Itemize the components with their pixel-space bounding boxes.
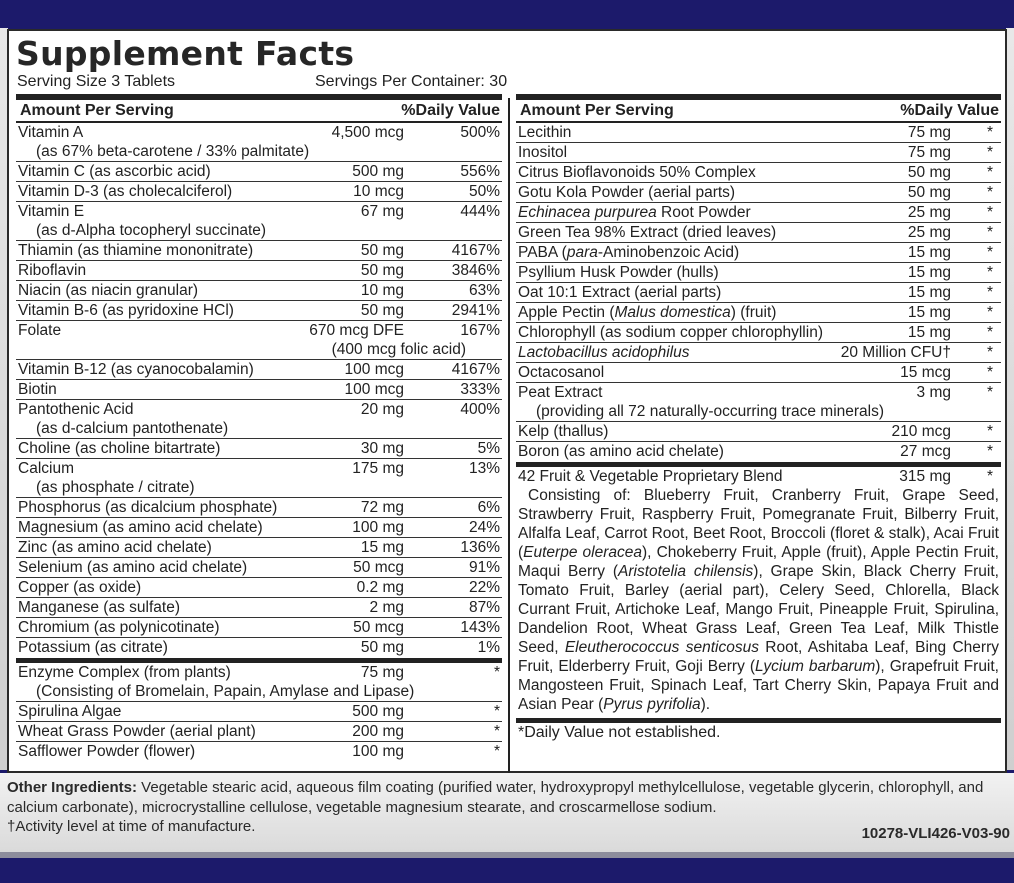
ingredient-name: Manganese (as sulfate) <box>18 599 180 616</box>
ingredient-source: (as 67% beta-carotene / 33% palmitate) <box>36 143 310 160</box>
blend-dv: * <box>986 468 993 485</box>
amount: 200 mg <box>352 723 404 740</box>
other-ingredients-area <box>0 773 1014 855</box>
amount: 50 mcg <box>353 619 404 636</box>
daily-value: * <box>986 144 993 161</box>
nutrient-list <box>16 123 502 657</box>
amount: 20 mg <box>360 401 404 418</box>
daily-value: 5% <box>477 440 500 457</box>
blend-name: 42 Fruit & Vegetable Proprietary Blend <box>518 468 783 485</box>
amount: 15 mg <box>907 264 951 281</box>
daily-value: * <box>986 344 993 361</box>
amount: 50 mg <box>907 184 951 201</box>
table-row <box>16 400 502 439</box>
amount: 3 mg <box>916 384 951 401</box>
amount: 100 mcg <box>344 381 404 398</box>
daily-value: * <box>986 443 993 460</box>
amount: 175 mg <box>352 460 404 477</box>
right-column <box>516 94 1001 743</box>
table-row <box>16 123 502 162</box>
daily-value: 1% <box>477 639 500 656</box>
amount: 75 mg <box>360 664 404 681</box>
table-row <box>16 722 502 742</box>
ingredient-name: Gotu Kola Powder (aerial parts) <box>518 184 736 201</box>
ingredient-name: Apple Pectin (Malus domestica) (fruit) <box>518 304 777 321</box>
daily-value: * <box>986 164 993 181</box>
blend-row <box>516 467 1001 486</box>
ingredient-name: Biotin <box>18 381 57 398</box>
ingredient-name: Phosphorus (as dicalcium phosphate) <box>18 499 278 516</box>
table-row <box>16 360 502 380</box>
table-row <box>16 598 502 618</box>
table-row <box>16 742 502 761</box>
amount: 670 mcg DFE <box>309 322 404 339</box>
table-row <box>16 578 502 598</box>
daily-value: * <box>986 364 993 381</box>
amount: 50 mg <box>907 164 951 181</box>
amount: 15 mg <box>907 284 951 301</box>
table-row <box>516 223 1001 243</box>
amount: 30 mg <box>360 440 404 457</box>
daily-value: 500% <box>460 124 500 141</box>
daily-value: 136% <box>460 539 500 556</box>
table-row <box>516 243 1001 263</box>
table-row <box>16 558 502 578</box>
panel-title: Supplement Facts <box>16 34 355 73</box>
other-ingredients-label: Other Ingredients: <box>7 779 138 796</box>
daily-value: * <box>986 244 993 261</box>
table-row <box>16 638 502 657</box>
amount: 75 mg <box>907 124 951 141</box>
ingredient-name: Psyllium Husk Powder (hulls) <box>518 264 719 281</box>
amount: 100 mcg <box>344 361 404 378</box>
daily-value: 333% <box>460 381 500 398</box>
table-row <box>16 202 502 241</box>
table-row <box>16 241 502 261</box>
daily-value: * <box>493 664 500 681</box>
table-row <box>516 442 1001 461</box>
amount: 15 mg <box>907 324 951 341</box>
daily-value: * <box>986 324 993 341</box>
ingredient-name: Echinacea purpurea Root Powder <box>518 204 751 221</box>
amount: 50 mg <box>360 262 404 279</box>
daily-value: 4167% <box>451 361 500 378</box>
ingredient-name: Vitamin C (as ascorbic acid) <box>18 163 211 180</box>
daily-value: 167% <box>460 322 500 339</box>
amount: 50 mg <box>360 639 404 656</box>
ingredient-source: (Consisting of Bromelain, Papain, Amylase and Lipase) <box>36 683 415 700</box>
ingredient-name: Vitamin B-6 (as pyridoxine HCl) <box>18 302 234 319</box>
table-row <box>16 281 502 301</box>
table-row <box>516 383 1001 422</box>
ingredient-name: Chlorophyll (as sodium copper chlorophyllin) <box>518 324 823 341</box>
amount: 15 mg <box>907 244 951 261</box>
table-row <box>516 363 1001 383</box>
daily-value: 13% <box>468 460 500 477</box>
amount: 25 mg <box>907 204 951 221</box>
amount: 67 mg <box>360 203 404 220</box>
table-row <box>516 203 1001 223</box>
daily-value-footnote: *Daily Value not established. <box>518 724 721 741</box>
daily-value: * <box>986 284 993 301</box>
ingredient-name: Kelp (thallus) <box>518 423 609 440</box>
amount-header: Amount Per Serving <box>20 102 174 119</box>
left-column <box>16 94 502 761</box>
daily-value: * <box>493 703 500 720</box>
ingredient-name: Selenium (as amino acid chelate) <box>18 559 248 576</box>
ingredient-name: Magnesium (as amino acid chelate) <box>18 519 263 536</box>
amount: 100 mg <box>352 743 404 760</box>
table-row <box>516 183 1001 203</box>
ingredient-name: Lactobacillus acidophilus <box>518 344 690 361</box>
column-header <box>16 100 502 123</box>
daily-value: 556% <box>460 163 500 180</box>
ingredient-name: Safflower Powder (flower) <box>18 743 196 760</box>
amount: 2 mg <box>369 599 404 616</box>
amount: 50 mg <box>360 302 404 319</box>
column-header <box>516 100 1001 123</box>
table-row <box>16 702 502 722</box>
amount: 210 mcg <box>891 423 951 440</box>
ingredient-name: Enzyme Complex (from plants) <box>18 664 231 681</box>
daily-value: 22% <box>468 579 500 596</box>
top-frame-band <box>0 0 1014 28</box>
amount: 20 Million CFU† <box>840 344 951 361</box>
amount-header: Amount Per Serving <box>520 102 674 119</box>
ingredient-source: (as d-Alpha tocopheryl succinate) <box>36 222 267 239</box>
ingredient-source: (as d-calcium pantothenate) <box>36 420 229 437</box>
right-frame-edge <box>1006 28 1014 770</box>
other-ingredients <box>7 778 1007 818</box>
ingredient-name: Choline (as choline bitartrate) <box>18 440 221 457</box>
ingredient-name: Vitamin E <box>18 203 85 220</box>
table-row <box>16 321 502 360</box>
amount: 4,500 mcg <box>331 124 404 141</box>
bottom-frame-band <box>0 858 1014 883</box>
serving-size: Serving Size 3 Tablets <box>17 73 176 90</box>
ingredient-name: Pantothenic Acid <box>18 401 134 418</box>
ingredient-list <box>516 123 1001 461</box>
ingredient-source: (providing all 72 naturally-occurring trace minerals) <box>536 403 885 420</box>
table-row <box>16 459 502 498</box>
ingredient-name: Niacin (as niacin granular) <box>18 282 199 299</box>
daily-value: * <box>986 224 993 241</box>
ingredient-name: Green Tea 98% Extract (dried leaves) <box>518 224 777 241</box>
daily-value: * <box>986 384 993 401</box>
daily-value: * <box>986 423 993 440</box>
daily-value: * <box>986 204 993 221</box>
column-divider <box>508 98 510 773</box>
amount: 27 mcg <box>900 443 951 460</box>
other-ingredients-text: Vegetable stearic acid, aqueous film coating (purified water, hydroxypropyl methylcellulose, vegetable glycerin, chlorophyll, and calcium carbonate), microcrystalline cellulose, vegetable magnesium stearate, and croscarmellose sodium. <box>7 779 984 816</box>
daily-value: 4167% <box>451 242 500 259</box>
table-row <box>516 343 1001 363</box>
table-row <box>16 301 502 321</box>
daily-value: * <box>493 743 500 760</box>
daily-value: 87% <box>468 599 500 616</box>
table-row <box>516 303 1001 323</box>
ingredient-source: (as phosphate / citrate) <box>36 479 195 496</box>
blend-amount: 315 mg <box>899 468 951 485</box>
ingredient-name: Zinc (as amino acid chelate) <box>18 539 212 556</box>
daily-value: 444% <box>460 203 500 220</box>
ingredient-name: Copper (as oxide) <box>18 579 142 596</box>
ingredient-name: Riboflavin <box>18 262 87 279</box>
other-nutrient-list <box>16 663 502 761</box>
daily-value: * <box>986 264 993 281</box>
daily-value: 2941% <box>451 302 500 319</box>
activity-note: †Activity level at time of manufacture. <box>7 818 256 835</box>
daily-value: * <box>493 723 500 740</box>
ingredient-name: Oat 10:1 Extract (aerial parts) <box>518 284 722 301</box>
daily-value: 3846% <box>451 262 500 279</box>
table-row <box>16 380 502 400</box>
table-row <box>16 182 502 202</box>
table-row <box>516 123 1001 143</box>
servings-per-container: Servings Per Container: 30 <box>315 73 508 90</box>
supplement-facts-panel <box>7 29 1007 773</box>
amount: 10 mg <box>360 282 404 299</box>
table-row <box>16 498 502 518</box>
table-row <box>516 323 1001 343</box>
daily-value: 63% <box>468 282 500 299</box>
amount: 50 mcg <box>353 559 404 576</box>
daily-value: * <box>986 124 993 141</box>
table-row <box>516 143 1001 163</box>
amount: 500 mg <box>352 703 404 720</box>
amount: 15 mcg <box>900 364 951 381</box>
amount: 100 mg <box>352 519 404 536</box>
amount: 15 mg <box>360 539 404 556</box>
amount: 500 mg <box>352 163 404 180</box>
daily-value: 143% <box>460 619 500 636</box>
table-row <box>516 263 1001 283</box>
amount: 0.2 mg <box>356 579 404 596</box>
ingredient-name: Vitamin A <box>18 124 84 141</box>
daily-value: 24% <box>468 519 500 536</box>
amount-detail: (400 mcg folic acid) <box>331 341 466 358</box>
ingredient-name: Vitamin D-3 (as cholecalciferol) <box>18 183 233 200</box>
dv-header: %Daily Value <box>900 102 999 119</box>
ingredient-name: Wheat Grass Powder (aerial plant) <box>18 723 256 740</box>
amount: 15 mg <box>907 304 951 321</box>
amount: 50 mg <box>360 242 404 259</box>
amount: 25 mg <box>907 224 951 241</box>
ingredient-name: Calcium <box>18 460 74 477</box>
table-row <box>16 618 502 638</box>
table-row <box>16 439 502 459</box>
amount: 10 mcg <box>353 183 404 200</box>
daily-value: * <box>986 304 993 321</box>
ingredient-name: Octacosanol <box>518 364 605 381</box>
daily-value: 6% <box>477 499 500 516</box>
ingredient-name: Lecithin <box>518 124 572 141</box>
ingredient-name: Citrus Bioflavonoids 50% Complex <box>518 164 756 181</box>
ingredient-name: Potassium (as citrate) <box>18 639 168 656</box>
daily-value: * <box>986 184 993 201</box>
ingredient-name: Peat Extract <box>518 384 603 401</box>
ingredient-name: Folate <box>18 322 62 339</box>
table-row <box>516 422 1001 442</box>
ingredient-name: Spirulina Algae <box>18 703 122 720</box>
product-code: 10278-VLI426-V03-90 <box>861 825 1010 842</box>
dv-header: %Daily Value <box>401 102 500 119</box>
table-row <box>16 518 502 538</box>
ingredient-name: Boron (as amino acid chelate) <box>518 443 724 460</box>
ingredient-name: Vitamin B-12 (as cyanocobalamin) <box>18 361 254 378</box>
ingredient-name: Thiamin (as thiamine mononitrate) <box>18 242 254 259</box>
amount: 72 mg <box>360 499 404 516</box>
ingredient-name: Inositol <box>518 144 568 161</box>
daily-value: 91% <box>468 559 500 576</box>
table-row <box>16 663 502 702</box>
table-row <box>516 283 1001 303</box>
table-row <box>516 163 1001 183</box>
table-row <box>16 162 502 182</box>
daily-value: 50% <box>468 183 500 200</box>
amount: 75 mg <box>907 144 951 161</box>
ingredient-name: Chromium (as polynicotinate) <box>18 619 220 636</box>
blend-ingredients: Consisting of: Blueberry Fruit, Cranberry Fruit, Grape Seed, Strawberry Fruit, Raspberry Fruit, Pomegranate Fruit, Bilberry Fruit, Alfalfa Leaf, Carrot Root, Beet Root, Broccoli (floret & stalk), Acai Fruit (Euterpe oleracea), Chokeberry Fruit, Apple (fruit), Apple Pectin Fruit, Maqui Berry (Aristotelia chilensis), Grape Skin, Black Cherry Fruit, Tomato Fruit, Barley (aerial part), Celery Seed, Chlorella, Black Currant Fruit, Artichoke Leaf, Mango Fruit, Pineapple Fruit, Spirulina, Dandelion Root, Wheat Grass Leaf, Green Tea Leaf, Milk Thistle Seed, Eleutherococcus senticosus Root, Ashitaba Leaf, Bing Cherry Fruit, Elderberry Fruit, Goji Berry (Lycium barbarum), Grapefruit Fruit, Mangosteen Fruit, Spinach Leaf, Tart Cherry Skin, Papaya Fruit and Asian Pear (Pyrus pyrifolia). <box>518 487 999 713</box>
table-row <box>16 538 502 558</box>
table-row <box>16 261 502 281</box>
daily-value: 400% <box>460 401 500 418</box>
ingredient-name: PABA (para-Aminobenzoic Acid) <box>518 244 740 261</box>
